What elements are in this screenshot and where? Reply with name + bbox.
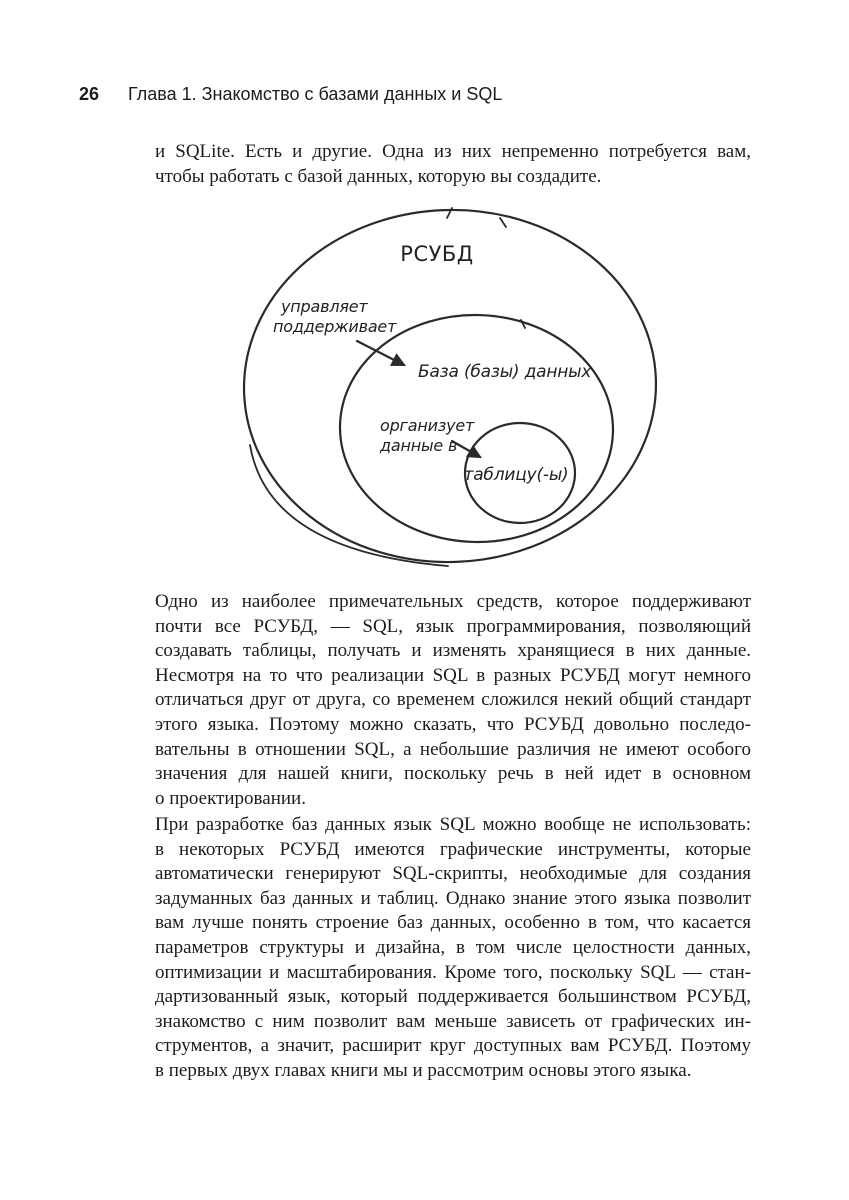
text-line: значения для нашей книги, поскольку речь в ней идет в основном — [155, 763, 751, 785]
text-line: При разработке баз данных язык SQL можно вообще не использовать: — [155, 814, 751, 835]
paragraph-sql — [155, 590, 751, 811]
text-line: создавать таблицы, получать и изменять хранящиеся в них данные. — [155, 640, 751, 662]
organizes-label-line1: организует — [380, 416, 475, 435]
table-label: таблицу(-ы) — [463, 465, 569, 485]
page-number: 26 — [79, 84, 100, 104]
sketch-overlap-stroke — [250, 445, 448, 566]
rdbms-diagram — [230, 195, 675, 580]
sketch-tick — [500, 218, 506, 227]
text-line: чтобы работать с базой данных, которую вы создадите. — [155, 165, 602, 187]
text-line: вам лучше понять строение баз данных, особенно в том, что касается — [155, 912, 751, 934]
text-line: Одно из наиболее примечательных средств, которое поддерживают — [155, 591, 751, 612]
organizes-label-line2: данные в — [380, 436, 458, 455]
text-line: и SQLite. Есть и другие. Одна из них непременно потребуется вам, — [155, 141, 751, 162]
text-line: вательны в отношении SQL, а небольшие различия не имеют особого — [155, 738, 751, 760]
paragraph-intro — [155, 140, 751, 189]
text-line: в первых двух главах книги мы и рассмотрим основы этого языка. — [155, 1059, 692, 1081]
paragraph-design — [155, 813, 751, 1084]
manages-label-line2: поддерживает — [273, 317, 397, 336]
text-line: отличаться друг от друга, со временем сложился некий общий стандарт — [155, 689, 751, 711]
text-line: параметров структуры и дизайна, в том числе целостности данных, — [155, 936, 751, 958]
text-line: этого языка. Поэтому можно сказать, что РСУБД довольно последо- — [155, 713, 751, 735]
text-line: Несмотря на то что реализации SQL в разных РСУБД могут немного — [155, 664, 751, 686]
text-line: о проектировании. — [155, 787, 306, 809]
rdbms-label: РСУБД — [400, 242, 474, 266]
chapter-title: Глава 1. Знакомство с базами данных и SQL — [128, 84, 503, 104]
text-line: в некоторых РСУБД имеются графические инструменты, которые — [155, 838, 751, 860]
database-label: База (базы) данных — [418, 362, 592, 382]
text-line: почти все РСУБД, — SQL, язык программирования, позволяющий — [155, 615, 751, 637]
page-header — [79, 84, 502, 104]
text-line: автоматически генерируют SQL-скрипты, необходимые для создания — [155, 863, 751, 885]
text-line: струментов, а значит, расширит круг доступных вам РСУБД. Поэтому — [155, 1035, 751, 1057]
text-line: оптимизации и масштабирования. Кроме того, поскольку SQL — стан- — [155, 961, 751, 983]
database-ellipse — [337, 311, 616, 545]
manages-arrow — [357, 341, 404, 365]
text-line: знакомство с ним позволит вам меньше зависеть от графических ин- — [155, 1010, 751, 1032]
text-line: задуманных баз данных и таблиц. Однако знание этого языка позволит — [155, 887, 751, 909]
text-line: дартизованный язык, который поддерживается большинством РСУБД, — [155, 986, 751, 1008]
manages-label-line1: управляет — [281, 297, 368, 316]
